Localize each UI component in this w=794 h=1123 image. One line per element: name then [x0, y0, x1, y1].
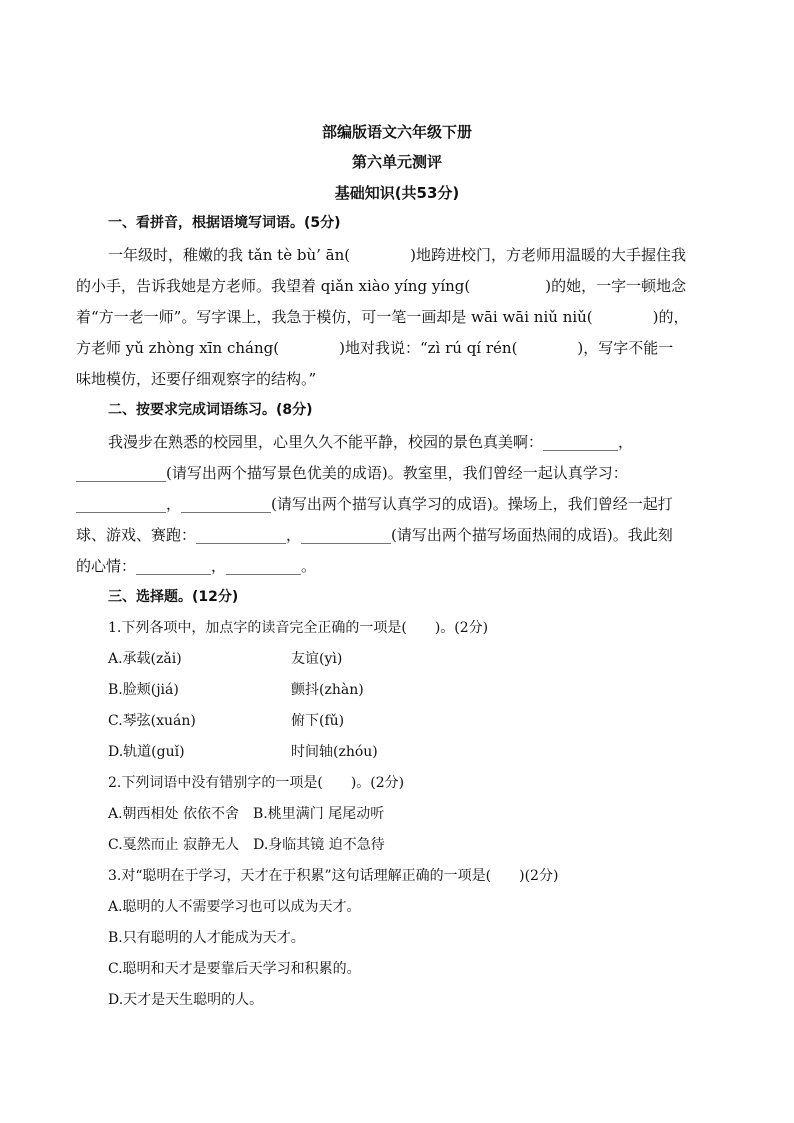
question2-option: A.朝西相处 依依不舍 B.桃里满门 尾尾动听 [108, 806, 385, 822]
question3-option: B.只有聪明的人才能成为天才。 [108, 930, 305, 946]
section2-line: ____________(请写出两个描写景色优美的成语)。教室里，我们曾经一起认真学习： [76, 464, 628, 482]
section1-heading: 一、看拼音，根据语境写词语。(5分) [108, 215, 341, 231]
option-word: D.轨道(guǐ) [108, 744, 185, 760]
part-title: 基础知识(共53分) [334, 184, 460, 202]
option-word: 俯下(fǔ) [291, 713, 345, 729]
option-word: 时间轴(zhóu) [291, 744, 378, 760]
option-word: A.承载(zǎi) [108, 651, 182, 667]
unit-title: 第六单元测评 [351, 153, 442, 171]
page-title: 部编版语文六年级下册 [321, 123, 472, 141]
section2-heading: 二、按要求完成词语练习。(8分) [108, 402, 313, 418]
section1-line: 的小手，告诉我她是方老师。我望着 qiǎn xiào yíng yíng( )的她，一字一顿地念 [76, 277, 687, 295]
option-word: 友谊(yì) [291, 651, 343, 667]
question1-option [108, 680, 668, 700]
section1-line: 味地模仿，还要仔细观察字的结构。” [76, 370, 317, 388]
section2-line: 球、游戏、赛跑：____________，____________(请写出两个描写场面热闹的成语)。我此刻 [76, 526, 673, 544]
question1-option [108, 742, 668, 762]
section2-line: 我漫步在熟悉的校园里，心里久久不能平静，校园的景色真美啊：__________， [108, 433, 634, 451]
section2-line: ____________，____________(请写出两个描写认真学习的成语)。操场上，我们曾经一起打 [76, 495, 673, 513]
question3-option: C.聪明和天才是要靠后天学习和积累的。 [108, 961, 361, 977]
section1-line: 着“方一老一师”。写字课上，我急于模仿，可一笔一画却是 wāi wāi niǔ niǔ( )的， [76, 308, 689, 326]
section1-line: 一年级时，稚嫩的我 tǎn tè bù’ ān( )地跨进校门，方老师用温暖的大手握住我 [108, 246, 686, 264]
question1-option [108, 711, 668, 731]
option-word: B.脸颊(jiá) [108, 682, 179, 698]
question3-option: D.天才是天生聪明的人。 [108, 992, 264, 1008]
option-word: 颤抖(zhàn) [291, 682, 364, 698]
question1-option [108, 649, 668, 669]
question3-option: A.聪明的人不需要学习也可以成为天才。 [108, 899, 361, 915]
section1-line: 方老师 yǔ zhòng xīn cháng( )地对我说：“zì rú qí rén( )，写字不能一 [76, 339, 674, 357]
option-word: C.琴弦(xuán) [108, 713, 196, 729]
question2-option: C.戛然而止 寂静无人 D.身临其镜 迫不急待 [108, 837, 385, 853]
question2-stem: 2.下列词语中没有错别字的一项是( )。(2分) [108, 775, 405, 791]
section3-heading: 三、选择题。(12分) [108, 589, 239, 605]
question1-stem: 1.下列各项中，加点字的读音完全正确的一项是( )。(2分) [108, 620, 489, 636]
question3-stem: 3.对“聪明在于学习，天才在于积累”这句话理解正确的一项是( )(2分) [108, 868, 559, 884]
section2-line: 的心情：__________，__________。 [76, 557, 317, 575]
